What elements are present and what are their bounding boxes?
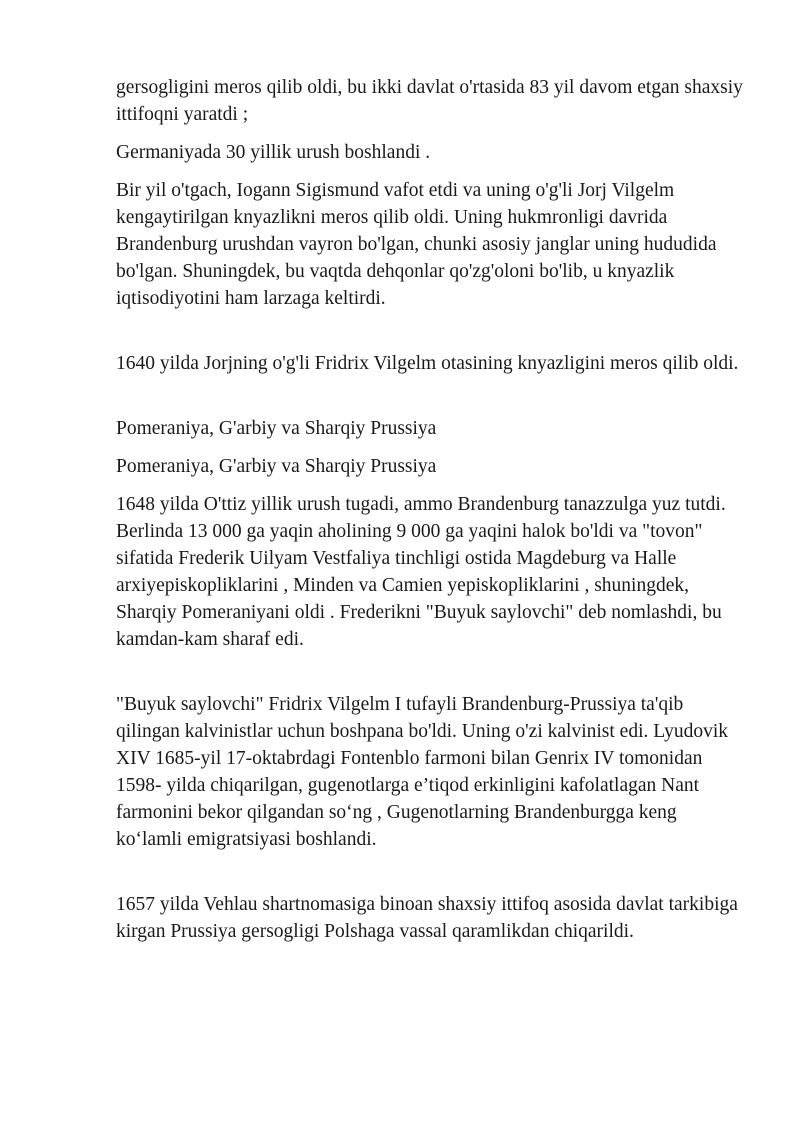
paragraph-2: Germaniyada 30 yillik urush boshlandi . xyxy=(116,142,431,163)
paragraph-3: Bir yil o'tgach, Iogann Sigismund vafot etdi va uning o'g'li Jorj Vilgelm kengaytirilgan knyazlikni meros qilib oldi. Uning hukmronligi davrida Brandenburg urushdan vayron bo'lgan, chunki asosiy janglar uning hududida bo'lgan. Shuningdek, bu vaqtda dehqonlar qo'zg'oloni bo'lib, u knyazlik iqtisodiyotini ham larzaga keltirdi. xyxy=(116,180,717,309)
paragraph-4: 1640 yilda Jorjning o'g'li Fridrix Vilgelm otasining knyazligini meros qilib oldi. xyxy=(116,353,739,374)
section-heading: Pomeraniya, G'arbiy va Sharqiy Prussiya xyxy=(116,418,437,439)
document-page xyxy=(116,74,746,945)
paragraph-6: "Buyuk saylovchi" Fridrix Vilgelm I tufayli Brandenburg-Prussiya ta'qib qilingan kalvinistlar uchun boshpana bo'ldi. Uning o'zi kalvinist edi. Lyudovik XIV 1685-yil 17-oktabrdagi Fontenblo farmoni bilan Genrix IV tomonidan 1598- yilda chiqarilgan, gugenotlarga e’tiqod erkinligini kafolatlagan Nant farmonini bekor qilgandan so‘ng , Gugenotlarning Brandenburgga keng ko‘lamli emigratsiyasi boshlandi. xyxy=(116,694,728,850)
paragraph-7: 1657 yilda Vehlau shartnomasiga binoan shaxsiy ittifoq asosida davlat tarkibiga kirgan Prussiya gersogligi Polshaga vassal qaramlikdan chiqarildi. xyxy=(116,894,738,942)
section-heading-repeat: Pomeraniya, G'arbiy va Sharqiy Prussiya xyxy=(116,456,437,477)
paragraph-1: gersogligini meros qilib oldi, bu ikki davlat o'rtasida 83 yil davom etgan shaxsiy ittifoqni yaratdi ; xyxy=(116,77,743,125)
paragraph-5: 1648 yilda O'ttiz yillik urush tugadi, ammo Brandenburg tanazzulga yuz tutdi. Berlinda 13 000 ga yaqin aholining 9 000 ga yaqini halok bo'ldi va "tovon" sifatida Frederik Uilyam Vestfaliya tinchligi ostida Magdeburg va Halle arxiyepiskopliklarini , Minden va Camien yepiskopliklarini , shuningdek, Sharqiy Pomeraniyani oldi . Frederikni "Buyuk saylovchi" deb nomlashdi, bu kamdan-kam sharaf edi. xyxy=(116,494,726,650)
